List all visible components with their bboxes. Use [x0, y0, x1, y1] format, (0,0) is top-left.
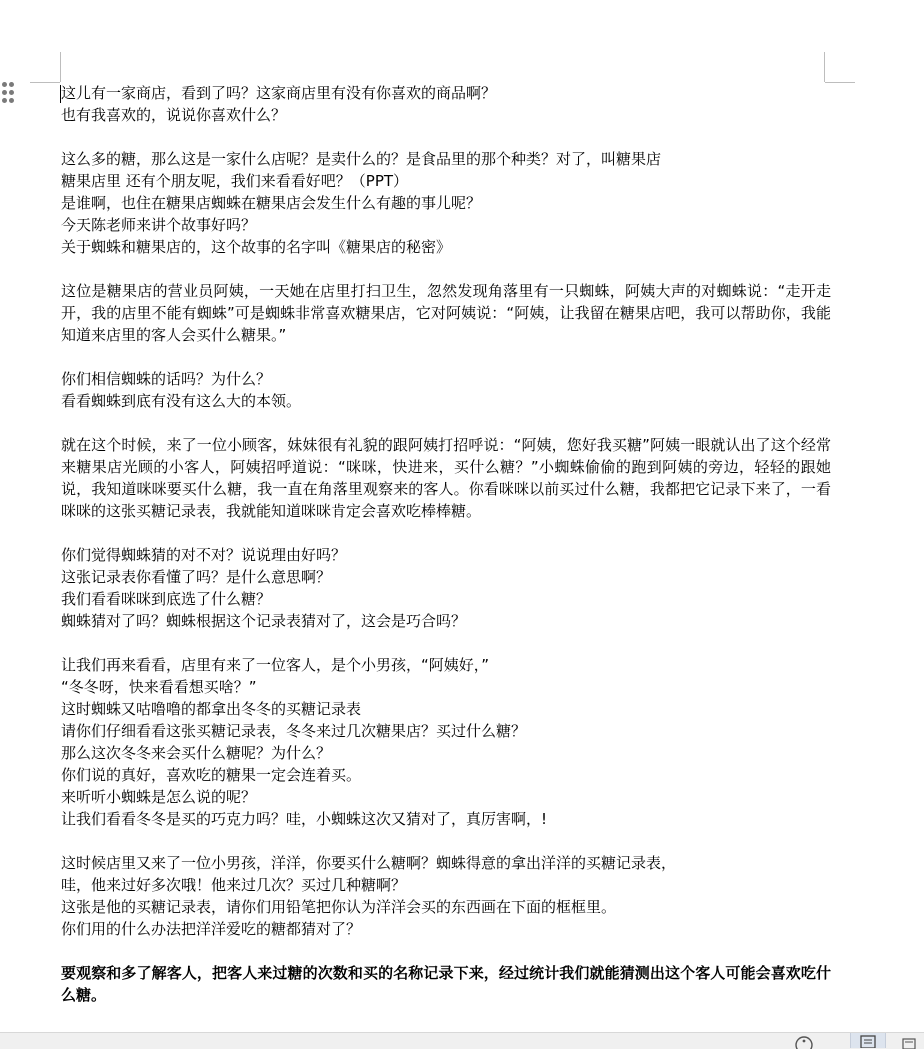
text-line[interactable]: 你们觉得蜘蛛猜的对不对？说说理由好吗？	[61, 546, 347, 564]
text-line[interactable]: 也有我喜欢的，说说你喜欢什么？	[61, 106, 287, 124]
text-line[interactable]: 那么这次冬冬来会买什么糖呢？为什么？	[61, 744, 332, 762]
text-line[interactable]: 糖果店里 还有个朋友呢，我们来看看好吧？（PPT）	[61, 172, 409, 190]
text-line[interactable]: 你们相信蜘蛛的话吗？为什么？	[61, 370, 272, 388]
text-line[interactable]: 这张是他的买糖记录表，请你们用铅笔把你认为洋洋会买的东西画在下面的框框里。	[61, 898, 617, 916]
document-body[interactable]	[61, 82, 831, 1028]
text-line[interactable]: 让我们再来看看，店里有来了一位客人，是个小男孩，“阿姨好，”	[61, 656, 490, 674]
text-line[interactable]: 哇，他来过好多次哦！他来过几次？买过几种糖啊？	[61, 876, 407, 894]
text-line[interactable]: 是谁啊，也住在糖果店蜘蛛在糖果店会发生什么有趣的事儿呢？	[61, 194, 482, 212]
text-line[interactable]: “冬冬呀，快来看看想买啥？”	[61, 678, 257, 696]
text-line[interactable]: 这时蜘蛛又咕噜噜的都拿出冬冬的买糖记录表	[61, 700, 362, 718]
text-line[interactable]: 你们说的真好，喜欢吃的糖果一定会连着买。	[61, 766, 362, 784]
paragraph[interactable]	[61, 148, 831, 258]
page-corner-mark-top-left-vertical	[60, 52, 61, 82]
bold-summary-text[interactable]: 要观察和多了解客人，把客人来过糖的次数和买的名称记录下来，经过统计我们就能猜测出这个客人可能会喜欢吃什么糖。	[61, 964, 831, 1004]
paragraph[interactable]	[61, 434, 831, 522]
paragraph[interactable]	[61, 852, 831, 940]
status-bar	[0, 1032, 924, 1049]
text-line[interactable]: 这儿有一家商店，看到了吗？这家商店里有没有你喜欢的商品啊？	[61, 84, 497, 102]
paragraph[interactable]	[61, 280, 831, 346]
text-line[interactable]: 看看蜘蛛到底有没有这么大的本领。	[61, 392, 302, 410]
web-layout-icon[interactable]	[902, 1035, 918, 1049]
page-corner-mark-top-right-vertical	[824, 52, 825, 82]
print-layout-button[interactable]	[850, 1033, 886, 1048]
paragraph-text[interactable]: 就在这个时候，来了一位小顾客，妹妹很有礼貌的跟阿姨打招呼说：“阿姨，您好我买糖”阿姨一眼就认出了这个经常来糖果店光顾的小客人，阿姨招呼道说：“咪咪，快进来，买什么糖？”小蜘蛛偷偷的跑到阿姨的旁边，轻轻的跟她说，我知道咪咪要买什么糖，我一直在角落里观察来的客人。你看咪咪以前买过什么糖，我都把它记录下来了，一看咪咪的这张买糖记录表，我就能知道咪咪肯定会喜欢吃棒棒糖。	[61, 436, 831, 520]
text-line[interactable]: 我们看看咪咪到底选了什么糖？	[61, 590, 272, 608]
paragraph[interactable]	[61, 82, 831, 126]
paragraph[interactable]	[61, 368, 831, 412]
paragraph[interactable]	[61, 654, 831, 830]
print-layout-icon	[860, 1035, 876, 1048]
text-line[interactable]: 这张记录表你看懂了吗？是什么意思啊？	[61, 568, 332, 586]
text-line[interactable]: 请你们仔细看看这张买糖记录表，冬冬来过几次糖果店？买过什么糖？	[61, 722, 527, 740]
text-line[interactable]: 关于蜘蛛和糖果店的，这个故事的名字叫《糖果店的秘密》	[61, 238, 452, 256]
paragraph-drag-handle-icon[interactable]	[2, 82, 16, 104]
text-line[interactable]: 这么多的糖，那么这是一家什么店呢？是卖什么的？是食品里的那个种类？对了，叫糖果店	[61, 150, 662, 168]
text-line[interactable]: 今天陈老师来讲个故事好吗？	[61, 216, 257, 234]
accessibility-icon[interactable]	[794, 1035, 814, 1049]
text-line[interactable]: 这时候店里又来了一位小男孩，洋洋，你要买什么糖啊？蜘蛛得意的拿出洋洋的买糖记录表，	[61, 854, 677, 872]
text-line[interactable]: 你们用的什么办法把洋洋爱吃的糖都猜对了？	[61, 920, 362, 938]
paragraph-text[interactable]: 这位是糖果店的营业员阿姨，一天她在店里打扫卫生，忽然发现角落里有一只蜘蛛，阿姨大声的对蜘蛛说：“走开走开，我的店里不能有蜘蛛”可是蜘蛛非常喜欢糖果店，它对阿姨说：“阿姨，让我留在糖果店吧，我可以帮助你，我能知道来店里的客人会买什么糖果。”	[61, 282, 831, 344]
paragraph[interactable]	[61, 962, 831, 1006]
text-line[interactable]: 来听听小蜘蛛是怎么说的呢？	[61, 788, 257, 806]
page-corner-mark-top-left-horizontal	[30, 82, 60, 83]
text-line[interactable]: 蜘蛛猜对了吗？蜘蛛根据这个记录表猜对了，这会是巧合吗？	[61, 612, 467, 630]
paragraph[interactable]	[61, 544, 831, 632]
text-line[interactable]: 让我们看看冬冬是买的巧克力吗？哇，小蜘蛛这次又猜对了，真厉害啊，!	[61, 810, 548, 828]
